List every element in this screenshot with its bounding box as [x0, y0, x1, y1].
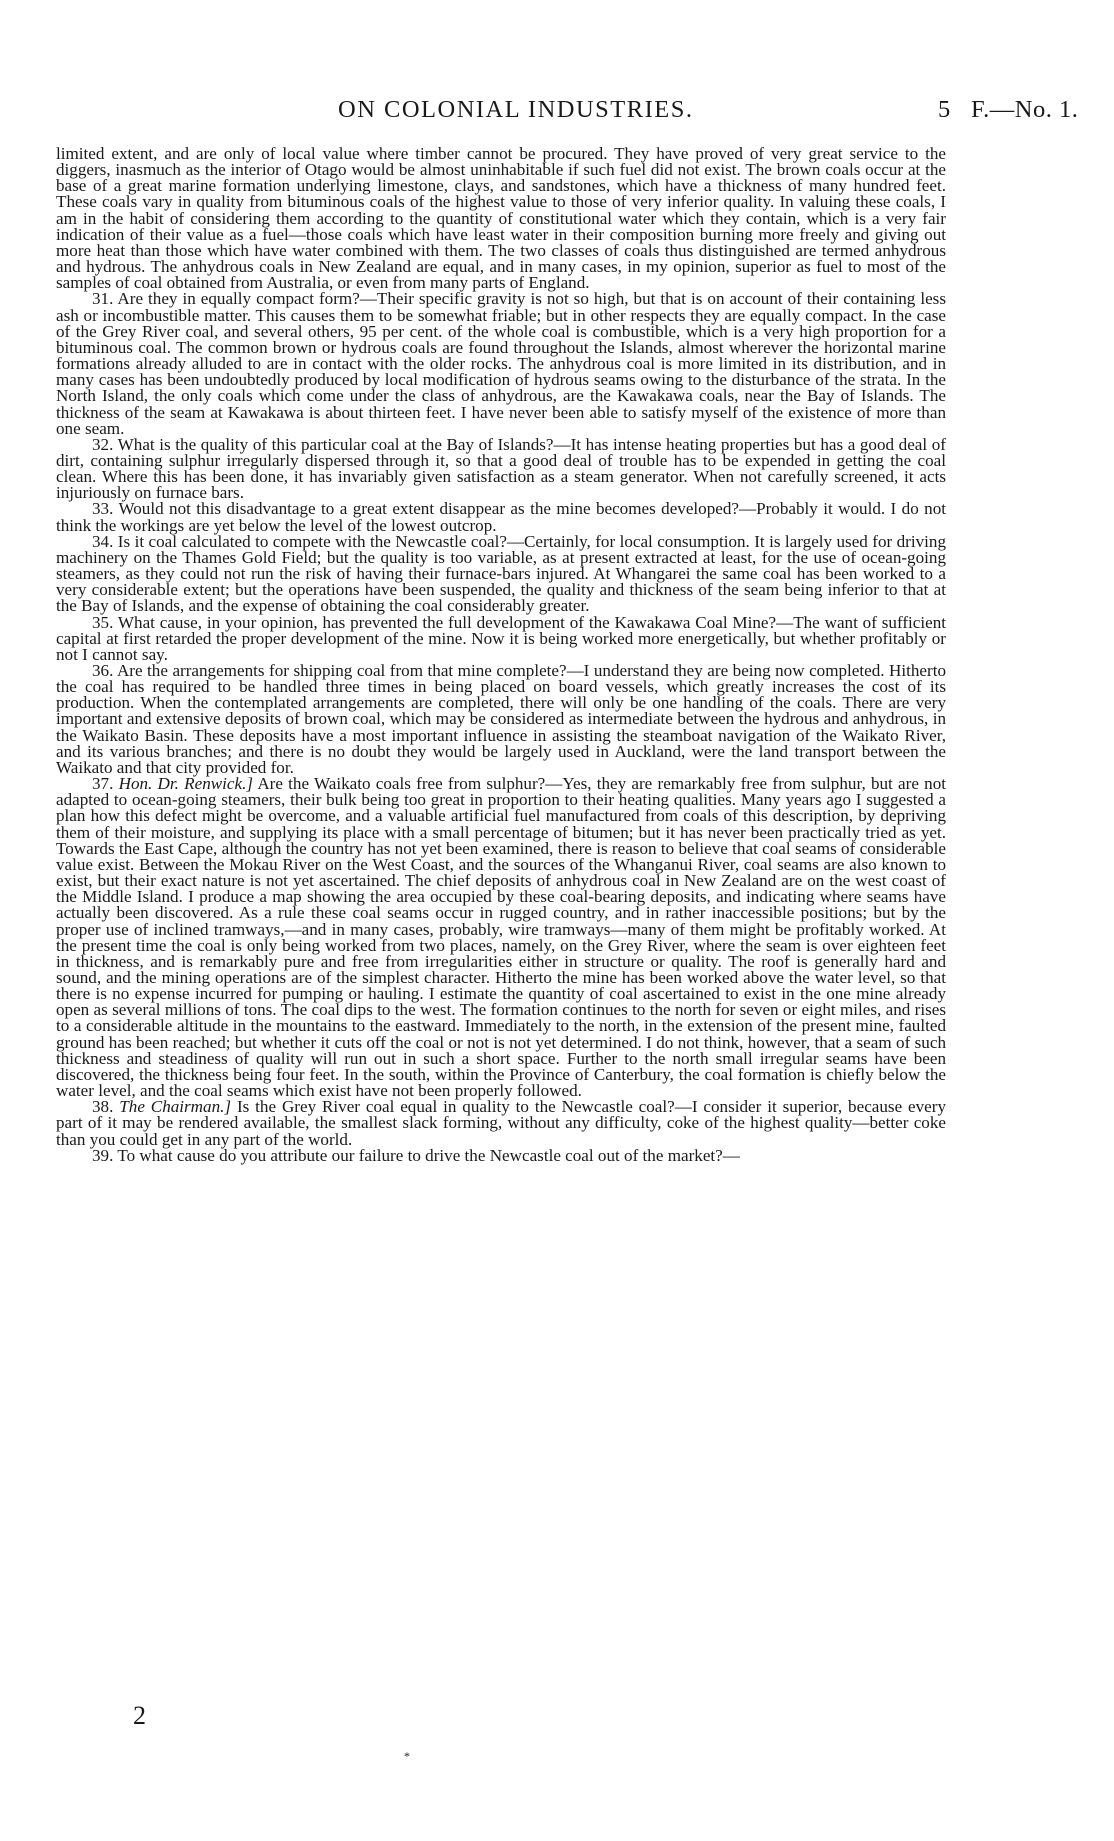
paragraph — [56, 1099, 946, 1147]
signature-mark: 2 — [133, 1701, 146, 1730]
page-header — [0, 96, 1114, 130]
question-number: 32. — [92, 434, 118, 454]
paragraph-text: Would not this disadvantage to a great extent disappear as the mine becomes developed?—Probably it would. I do not think the workings are yet below the level of the lowest outcrop. — [56, 499, 947, 535]
page-number: 5 — [938, 96, 951, 123]
paragraph — [56, 434, 946, 503]
question-number: 37. — [92, 774, 119, 794]
question-number: 39. — [92, 1145, 118, 1165]
question-number: 31. — [92, 289, 118, 309]
question-number: 34. — [92, 531, 118, 551]
paragraph-text: What is the quality of this particular coal at the Bay of Islands?—It has intense heating properties but has a good deal of dirt, containing sulphur irregularly dispersed through it, so that a good deal of trouble has to be expended in getting the coal clean. Where this has been done, it has invariably given satisfaction as a steam generator. When not carefully screened, it acts injuriously on furnace bars. — [56, 434, 946, 503]
question-number: 36. — [92, 661, 117, 680]
paragraph-text: What cause, in your opinion, has prevented the full development of the Kawakawa Coal Mine?—The want of sufficient capital at first retarded the proper development of the mine. Now it is being worked more energetically, but whether profitably or not I cannot say. — [56, 612, 946, 664]
paragraph — [56, 776, 946, 1099]
paragraph-text: Is it coal calculated to compete with the Newcastle coal?—Certainly, for local consumption. It is largely used for driving machinery on the Thames Gold Field; but the quality is too variable, as at present extracted at least, for the use of ocean-going steamers, as they could not run the risk of having their furnace-bars injured. At Whangarei the same coal has been worked to a very considerable extent; but the operations have been suspended, the quality and thickness of the seam being inferior to that at the Bay of Islands, and the expense of obtaining the coal considerably greater. — [56, 531, 947, 616]
printer-mark: * — [404, 1749, 410, 1763]
question-number: 33. — [92, 499, 119, 519]
speaker-name: Hon. Dr. Renwick.] — [118, 774, 254, 794]
paragraph — [56, 531, 947, 616]
paragraph — [56, 612, 946, 664]
document-code: F.—No. 1. — [971, 96, 1079, 123]
paragraph — [56, 146, 946, 291]
paragraph-text: To what cause do you attribute our failure to drive the Newcastle coal out of the market?— — [117, 1145, 740, 1165]
paragraph-text: Are the Waikato coals free from sulphur?—Yes, they are remarkably free from sulphur, but are not adapted to ocean-going steamers, their bulk being too great in proportion to their heating qualities. Many years ago I suggested a plan how this defect might be overcome, and a valuable artificial fuel manufactured from coals of this description, by depriving them of their moisture, and supplying its place with a small percentage of bitumen; but it has never been practically tried as yet. Towards the East Cape, although the country has not yet been examined, there is reason to believe that coal seams of considerable value exist. Between the Mokau River on the West Coast, and the sources of the Whanganui River, coal seams are also known to exist, but their exact nature is not yet ascertained. The chief deposits of anhydrous coal in New Zealand are on the west coast of the Middle Island. I produce a map showing the area occupied by these coal-bearing deposits, and indicating where seams have actually been discovered. As a rule these coal seams occur in rugged country, and in rather inaccessible positions; but by the proper use of inclined tramways,—and in many cases, probably, wire tramways—many of them might be profitably worked. At the present time the coal is only being worked from two places, namely, on the Grey River, where the seam is over eighteen feet in thickness, and is remarkably pure and free from irregularities either in structure or quality. The roof is generally hard and sound, and the mining operations are of the simplest character. Hitherto the mine has been worked above the water level, so that there is no expense incurred for pumping or hauling. I estimate the quantity of coal ascertained to exist in the one mine already open as several millions of tons. The coal dips to the west. The formation continues to the north for seven or eight miles, and rises to a considerable altitude in the mountains to the eastward. Immediately to the north, in the extension of the present mine, faulted ground has been reached; but whether it cuts off the coal or not is not yet determined. I do not think, however, that a seam of such thickness and steadiness of quality will run out in such a short space. Further to the north small irregular seams have been discovered, the thickness being four feet. In the south, within the Province of Canterbury, the coal formation is chiefly below the water level, and the coal seams which exist have not been properly followed. — [56, 774, 946, 1101]
question-number: 38. — [92, 1097, 120, 1117]
speaker-name: The Chairman.] — [119, 1097, 232, 1117]
paragraph-text: limited extent, and are only of local value where timber cannot be procured. They have proved of very great service to the diggers, inasmuch as the interior of Otago would be almost uninhabitable if such fuel did not exist. The brown coals occur at the base of a great marine formation underlying limestone, clays, and sandstones, which have a thickness of many hundred feet. These coals vary in quality from bituminous coals of the highest value to those of very inferior quality. In valuing these coals, I am in the habit of considering them according to the quantity of constitutional water which they contain, which is a very fair indication of their value as a fuel—those coals which have least water in their composition burning more freely and giving out more heat than those which have water combined with them. The two classes of coals thus distinguished are termed anhydrous and hydrous. The anhydrous coals in New Zealand are equal, and in many cases, in my opinion, superior as fuel to most of the samples of coal obtained from Australia, or even from many parts of England. — [56, 144, 946, 293]
paragraph — [56, 663, 946, 776]
paragraph-text: Are they in equally compact form?—Their specific gravity is not so high, but that is on account of their containing less ash or incombustible matter. This causes them to be somewhat friable; but in other respects they are equally compact. In the case of the Grey River coal, and several others, 95 per cent. of the whole coal is combustible, which is a very high proportion for a bituminous coal. The common brown or hydrous coals are found throughout the Islands, almost wherever the horizontal marine formations already alluded to are in contact with the older rocks. The anhydrous coal is more limited in its distribution, and in many cases has been undoubtedly produced by local modification of hydrous seams owing to the disturbance of the strata. In the North Island, the only coals which come under the class of anhydrous, are the Kawakawa coals, near the Bay of Islands. The thickness of the seam at Kawakawa is about thirteen feet. I have never been able to satisfy myself of the existence of more than one seam. — [56, 289, 946, 438]
body-text — [56, 146, 946, 1164]
paragraph-text: Is the Grey River coal equal in quality to the Newcastle coal?—I consider it superior, because every part of it may be rendered available, the smallest slack forming, without any difficulty, coke of the highest quality—better coke than you could get in any part of the world. — [56, 1097, 946, 1149]
paragraph — [56, 501, 946, 533]
running-title: ON COLONIAL INDUSTRIES. — [338, 96, 694, 123]
paragraph — [56, 1145, 946, 1165]
paragraph — [56, 291, 946, 436]
question-number: 35. — [92, 612, 118, 632]
paragraph-text: Are the arrangements for shipping coal from that mine complete?—I understand they are being now completed. Hitherto the coal has required to be handled three times in being placed on board vessels, which greatly increases the cost of its production. When the contemplated arrangements are completed, there will only be one handling of the coals. There are very important and extensive deposits of brown coal, which may be considered as intermediate between the hydrous and anhydrous, in the Waikato Basin. These deposits have a most important influence in assisting the steamboat navigation of the Waikato River, and its various branches; and there is no doubt they would be largely used in Auckland, were the land transport between the Waikato and that city provided for. — [56, 661, 947, 777]
